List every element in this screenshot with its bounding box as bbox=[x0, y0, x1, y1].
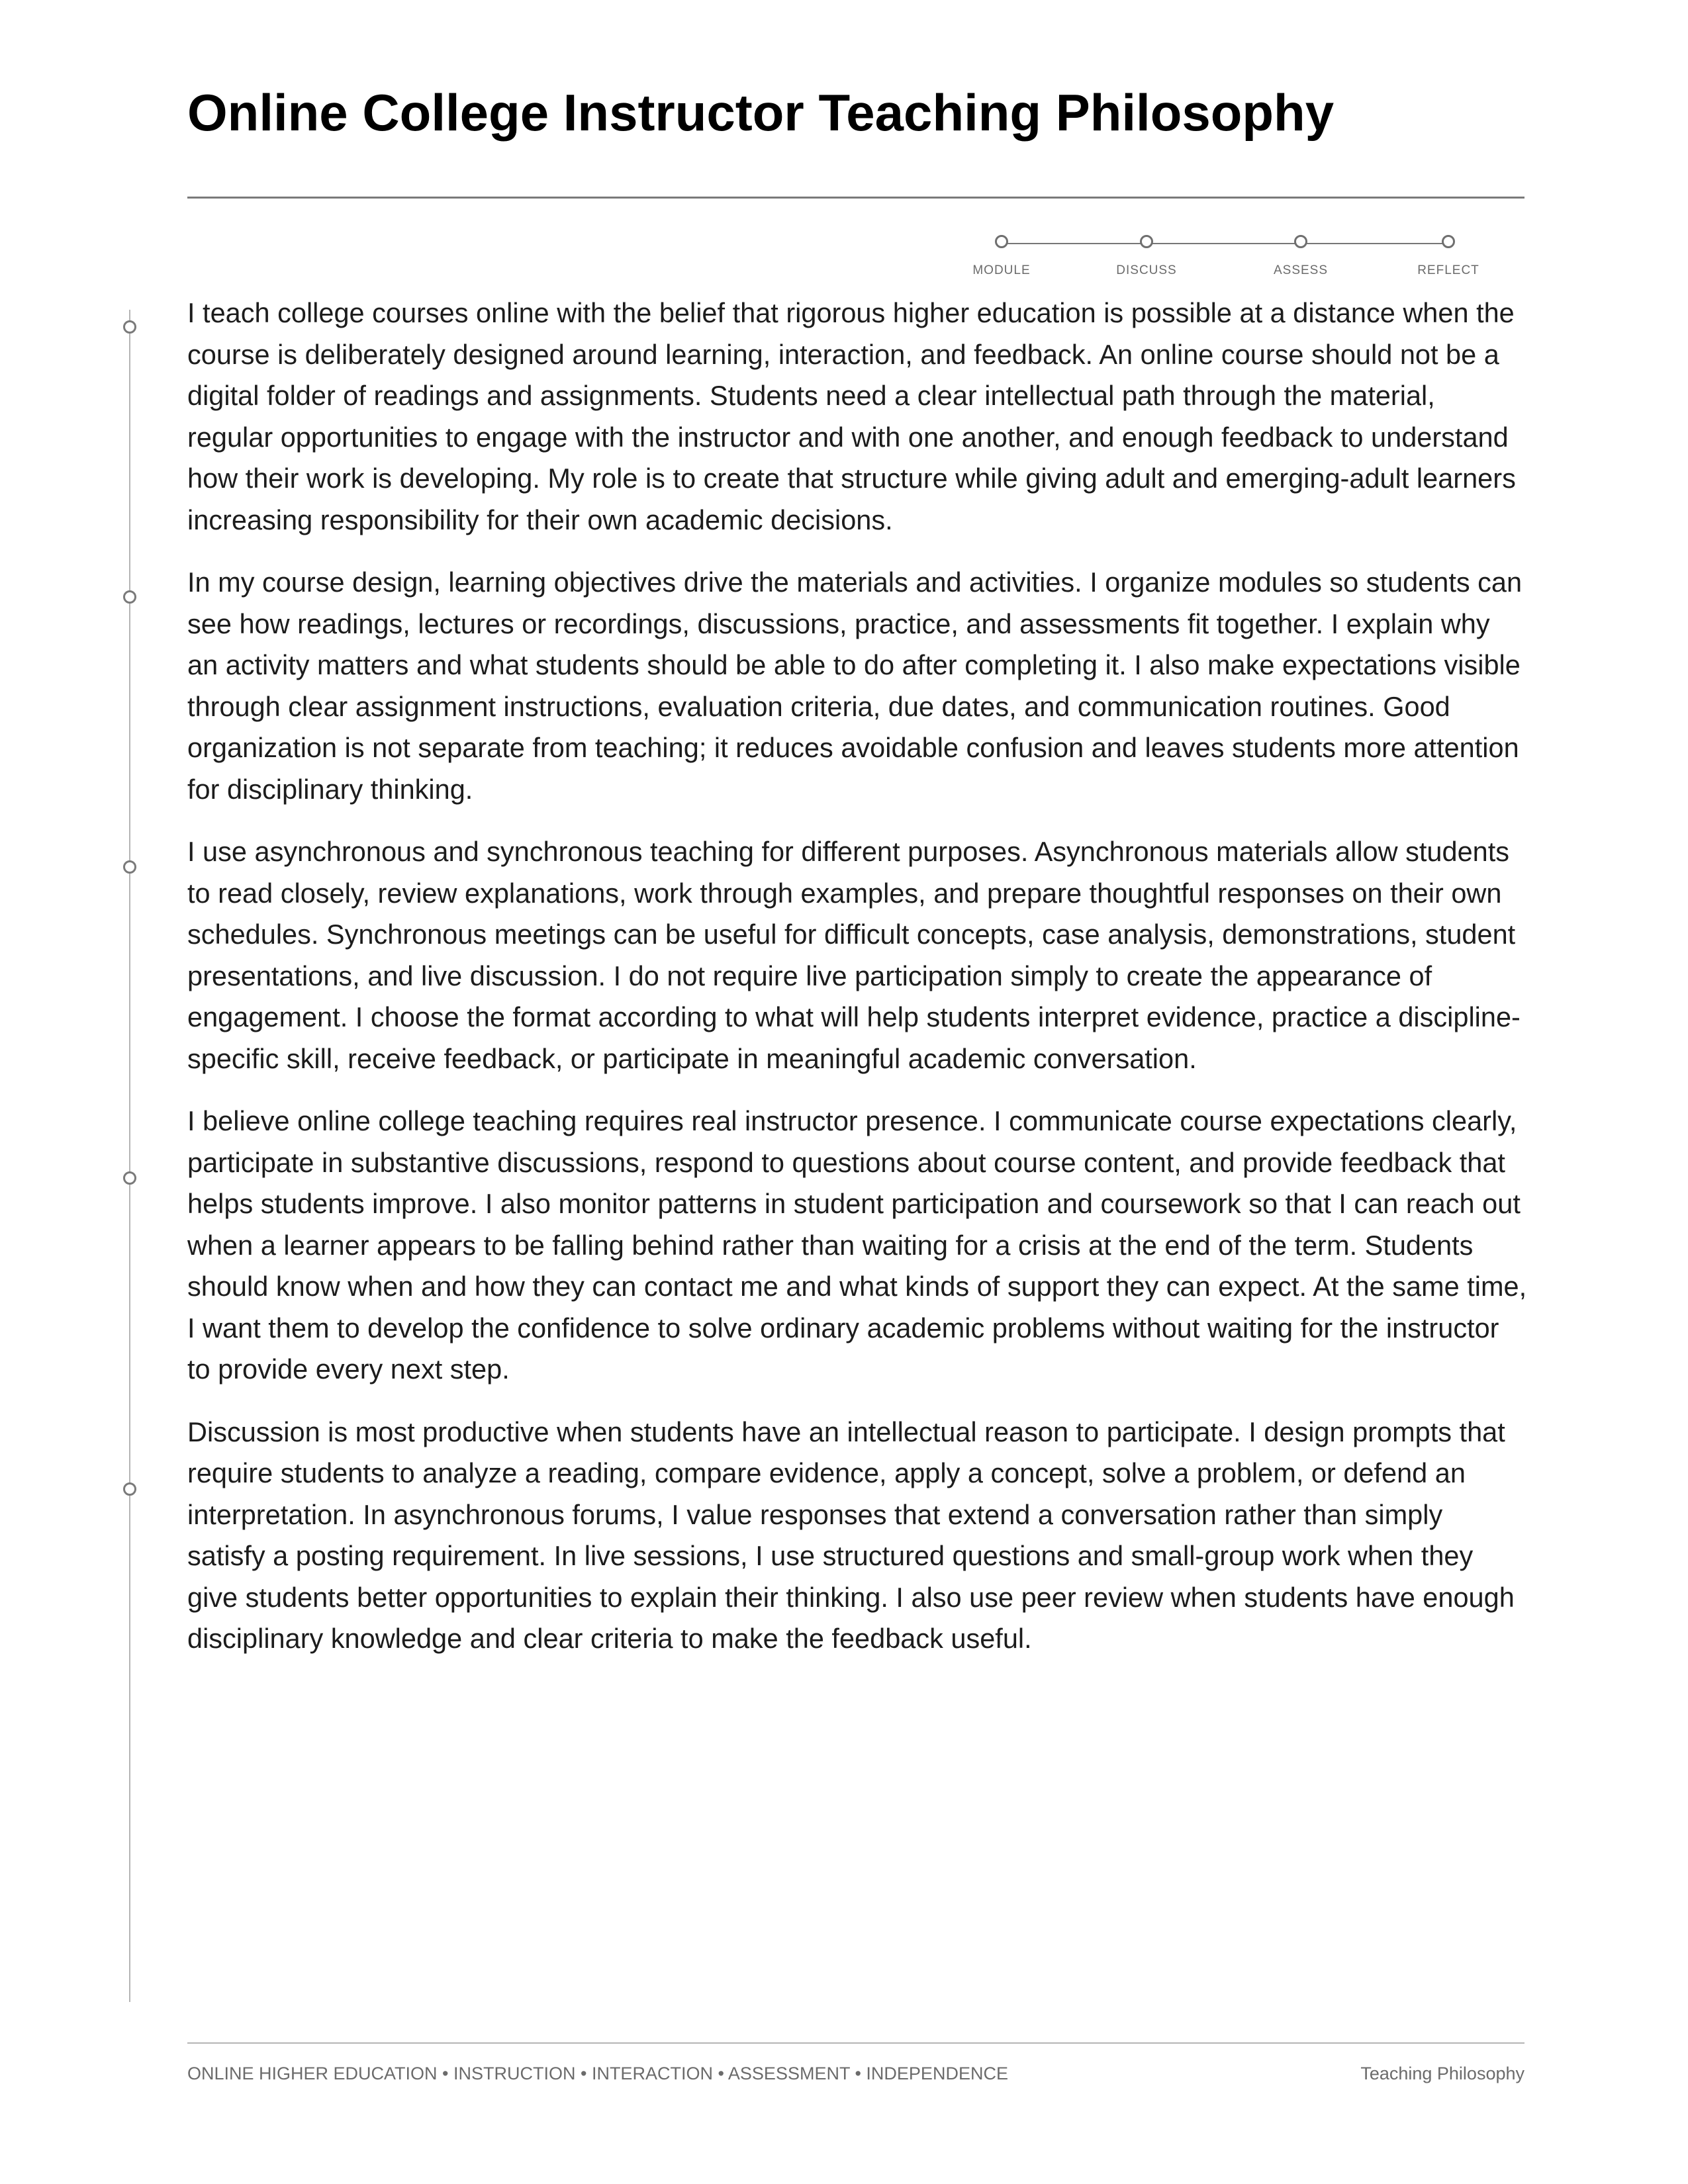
step-label-assess: ASSESS bbox=[1273, 263, 1329, 277]
paragraph-2: In my course design, learning objectives drive the materials and activities. I organize modules so students can see how readings, lectures or recordings, discussions, practice, and assessments fit together. I explain why an activity matters and what students should be able to do after completing it. I also make expectations visible through clear assignment instructions, evaluation criteria, due dates, and communication routines. Good organization is not separate from teaching; it reduces avoidable confusion and leaves students more attention for disciplinary thinking. bbox=[187, 567, 1523, 805]
paragraph-3: I use asynchronous and synchronous teaching for different purposes. Asynchronous materials allow students to read closely, review explanations, work through examples, and prepare thoughtful responses on their own schedules. Synchronous meetings can be useful for difficult concepts, case analysis, demonstrations, student presentations, and live discussion. I do not require live participation simply to create the appearance of engagement. I choose the format according to what will help students interpret evidence, practice a discipline-specific skill, receive feedback, or participate in meaningful academic conversation. bbox=[187, 836, 1521, 1074]
footer-divider bbox=[187, 2042, 1524, 2044]
side-timeline bbox=[129, 310, 130, 2002]
timeline-marker bbox=[123, 320, 136, 334]
title-divider bbox=[187, 197, 1524, 199]
step-label-reflect: REFLECT bbox=[1417, 263, 1479, 277]
stepper-line bbox=[1002, 243, 1448, 244]
step-marker-discuss bbox=[1140, 235, 1153, 248]
timeline-marker bbox=[123, 1482, 136, 1496]
paragraph-1: I teach college courses online with the belief that rigorous higher education is possible at a distance when the course is deliberately designed around learning, interaction, and feedback. An online course should not be a digital folder of readings and assignments. Students need a clear intellectual path through the material, regular opportunities to engage with the instructor and with one another, and enough feedback to understand how their work is developing. My role is to create that structure while giving adult and emerging-adult learners increasing responsibility for their own academic decisions. bbox=[187, 297, 1516, 535]
body-text bbox=[187, 293, 1528, 1681]
step-label-discuss: DISCUSS bbox=[1116, 263, 1177, 277]
timeline-marker bbox=[123, 860, 136, 874]
timeline-marker bbox=[123, 590, 136, 604]
page-title: Online College Instructor Teaching Philosophy bbox=[187, 83, 1335, 142]
step-label-module: MODULE bbox=[972, 263, 1031, 277]
progress-stepper bbox=[940, 232, 1523, 285]
timeline-marker bbox=[123, 1171, 136, 1185]
footer-keywords: ONLINE HIGHER EDUCATION • INSTRUCTION • INTERACTION • ASSESSMENT • INDEPENDENCE bbox=[187, 2064, 1008, 2083]
step-marker-reflect bbox=[1442, 235, 1455, 248]
paragraph-5: Discussion is most productive when students have an intellectual reason to participate. I design prompts that require students to analyze a reading, compare evidence, apply a concept, solve a problem, or defend an interpretation. In asynchronous forums, I value responses that extend a conversation rather than simply satisfy a posting requirement. In live sessions, I use structured questions and small-group work when they give students better opportunities to explain their thinking. I also use peer review when students have enough disciplinary knowledge and clear criteria to make the feedback useful. bbox=[187, 1416, 1515, 1654]
step-marker-assess bbox=[1294, 235, 1307, 248]
footer-document-label: Teaching Philosophy bbox=[1360, 2064, 1524, 2083]
step-marker-module bbox=[995, 235, 1008, 248]
paragraph-4: I believe online college teaching requires real instructor presence. I communicate course expectations clearly, participate in substantive discussions, respond to questions about course content, and provide feedback that helps students improve. I also monitor patterns in student participation and coursework so that I can reach out when a learner appears to be falling behind rather than waiting for a crisis at the end of the term. Students should know when and how they can contact me and what kinds of support they can expect. At the same time, I want them to develop the confidence to solve ordinary academic problems without waiting for the instructor to provide every next step. bbox=[187, 1105, 1527, 1385]
